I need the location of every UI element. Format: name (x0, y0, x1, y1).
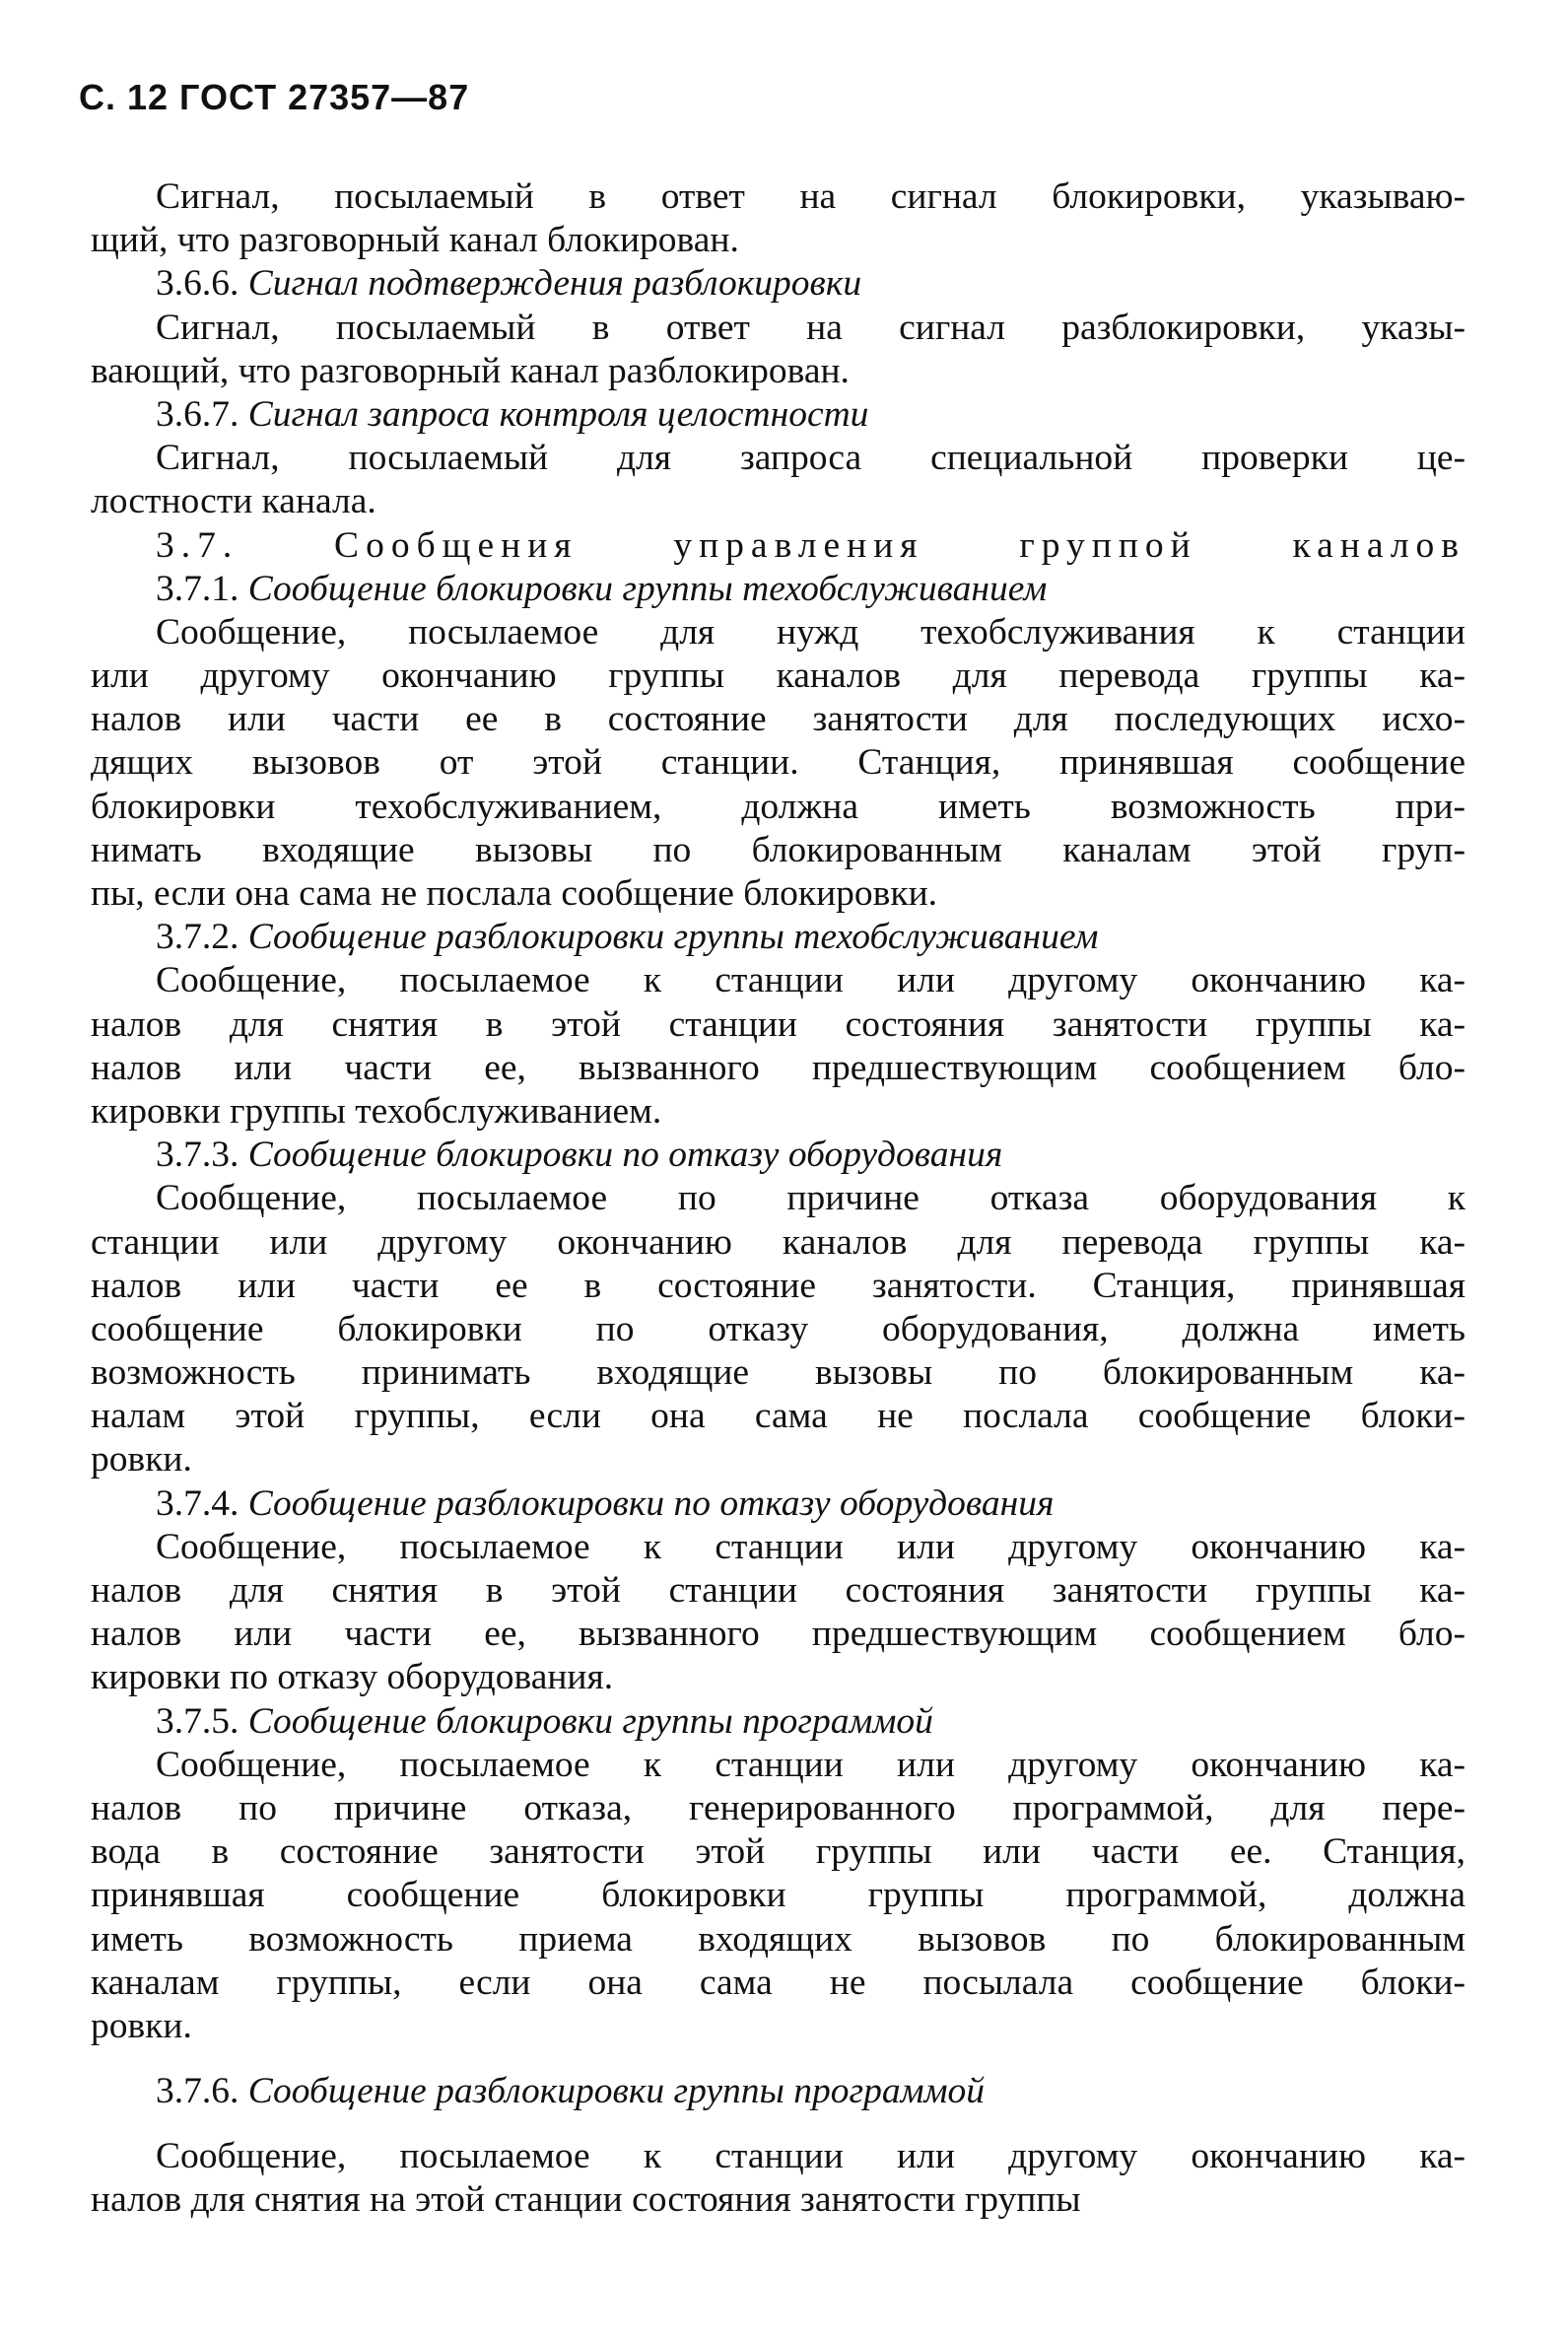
paragraph (91, 1177, 1466, 1481)
document-body (91, 175, 1466, 2223)
text-line: ровки. (91, 2005, 192, 2046)
text-line: налов или части ее в состояние занятости. Станция, принявшая (91, 1265, 1466, 1306)
text-line: налов для снятия в этой станции состояния занятости группы ка- (91, 1003, 1466, 1045)
text-line: налов или части ее, вызванного предшествующим сообщением бло- (91, 1047, 1466, 1088)
text-line: нимать входящие вызовы по блокированным каналам этой груп- (91, 829, 1466, 870)
text-line: Сообщение, посылаемое к станции или другому окончанию ка- (156, 2136, 1466, 2177)
heading-title: Сигнал запроса контроля целостности (247, 393, 869, 435)
text-line: Сообщение, посылаемое по причине отказа оборудования к (156, 1178, 1466, 1219)
paragraph (91, 175, 1466, 262)
subsection-heading (91, 2070, 1466, 2113)
subsection-heading (91, 916, 1466, 959)
text-line: каналам группы, если она сама не посылала сообщение блоки- (91, 1962, 1466, 2003)
text-line: ровки. (91, 1439, 192, 1480)
text-line: Сигнал, посылаемый в ответ на сигнал блокировки, указываю- (156, 176, 1466, 217)
text-line: иметь возможность приема входящих вызовов по блокированным (91, 1918, 1466, 1960)
heading-number: 3.7.5. (156, 1700, 239, 1742)
text-line: вода в состояние занятости этой группы или части ее. Станция, (91, 1831, 1466, 1873)
subsection-heading (91, 1700, 1466, 1744)
text-line: Сигнал, посылаемый в ответ на сигнал разблокировки, указы- (156, 307, 1466, 348)
text-line: возможность принимать входящие вызовы по блокированным ка- (91, 1352, 1466, 1394)
heading-number: 3.6.7. (156, 393, 239, 435)
text-line: кировки группы техобслуживанием. (91, 1090, 662, 1132)
text-line: щий, что разговорный канал блокирован. (91, 220, 739, 261)
text-line: Сообщение, посылаемое для нужд техобслуживания к станции (156, 611, 1466, 653)
text-line: налов или части ее в состояние занятости для последующих исхо- (91, 699, 1466, 740)
paragraph (91, 1526, 1466, 1700)
text-line: налов для снятия в этой станции состояния занятости группы ка- (91, 1570, 1466, 1611)
paragraph (91, 959, 1466, 1134)
heading-number: 3.7.6. (156, 2071, 239, 2112)
spacer (91, 2048, 1466, 2070)
subsection-heading (91, 568, 1466, 611)
heading-title: Сообщение блокировки группы программой (247, 1700, 933, 1742)
text-line: Сигнал, посылаемый для запроса специальной проверки це- (156, 438, 1466, 479)
heading-title: Сигнал подтверждения разблокировки (247, 263, 862, 305)
heading-title: Сообщение разблокировки группы программой (247, 2071, 986, 2112)
text-line: налов для снятия на этой станции состояния занятости группы (91, 2179, 1081, 2221)
text-line: принявшая сообщение блокировки группы программой, должна (91, 1875, 1466, 1916)
heading-number: 3.6.6. (156, 263, 239, 305)
text-line: пы, если она сама не послала сообщение блокировки. (91, 873, 938, 914)
text-line: сообщение блокировки по отказу оборудования, должна иметь (91, 1308, 1466, 1349)
paragraph (91, 307, 1466, 393)
text-line: Сообщение, посылаемое к станции или другому окончанию ка- (156, 1526, 1466, 1567)
text-line: станции или другому окончанию каналов для перевода группы ка- (91, 1221, 1466, 1263)
spacer (91, 2113, 1466, 2135)
paragraph (91, 1744, 1466, 2048)
subsection-heading (91, 393, 1466, 437)
text-line: налов по причине отказа, генерированного программой, для пере- (91, 1787, 1466, 1828)
text-line: налов или части ее, вызванного предшествующим сообщением бло- (91, 1614, 1466, 1655)
text-line: или другому окончанию группы каналов для перевода группы ка- (91, 655, 1466, 697)
text-line: Сообщение, посылаемое к станции или другому окончанию ка- (156, 1744, 1466, 1785)
text-line: Сообщение, посылаемое к станции или другому окончанию ка- (156, 960, 1466, 1001)
section-heading: 3.7. Сообщения управления группой каналов (156, 524, 1466, 566)
heading-number: 3.7.4. (156, 1482, 239, 1524)
heading-title: Сообщение блокировки по отказу оборудования (247, 1135, 1003, 1176)
heading-title: Сообщение блокировки группы техобслуживанием (247, 568, 1048, 609)
text-line: дящих вызовов от этой станции. Станция, принявшая сообщение (91, 742, 1466, 784)
text-line: лостности канала. (91, 481, 376, 522)
text-line: блокировки техобслуживанием, должна иметь возможность при- (91, 786, 1466, 827)
text-line: вающий, что разговорный канал разблокирован. (91, 350, 850, 391)
heading-number: 3.7.2. (156, 917, 239, 958)
heading-title: Сообщение разблокировки группы техобслуживанием (247, 917, 1099, 958)
page-header: С. 12 ГОСТ 27357—87 (79, 77, 470, 117)
heading-title: Сообщение разблокировки по отказу оборудования (247, 1482, 1055, 1524)
paragraph (91, 611, 1466, 916)
heading-number: 3.7.1. (156, 568, 239, 609)
subsection-heading (91, 1482, 1466, 1526)
text-line: налам этой группы, если она сама не послала сообщение блоки- (91, 1396, 1466, 1437)
paragraph (91, 2135, 1466, 2222)
paragraph (91, 437, 1466, 523)
text-line: кировки по отказу оборудования. (91, 1657, 614, 1698)
heading-number: 3.7.3. (156, 1135, 239, 1176)
subsection-heading (91, 1134, 1466, 1177)
subsection-heading (91, 262, 1466, 306)
